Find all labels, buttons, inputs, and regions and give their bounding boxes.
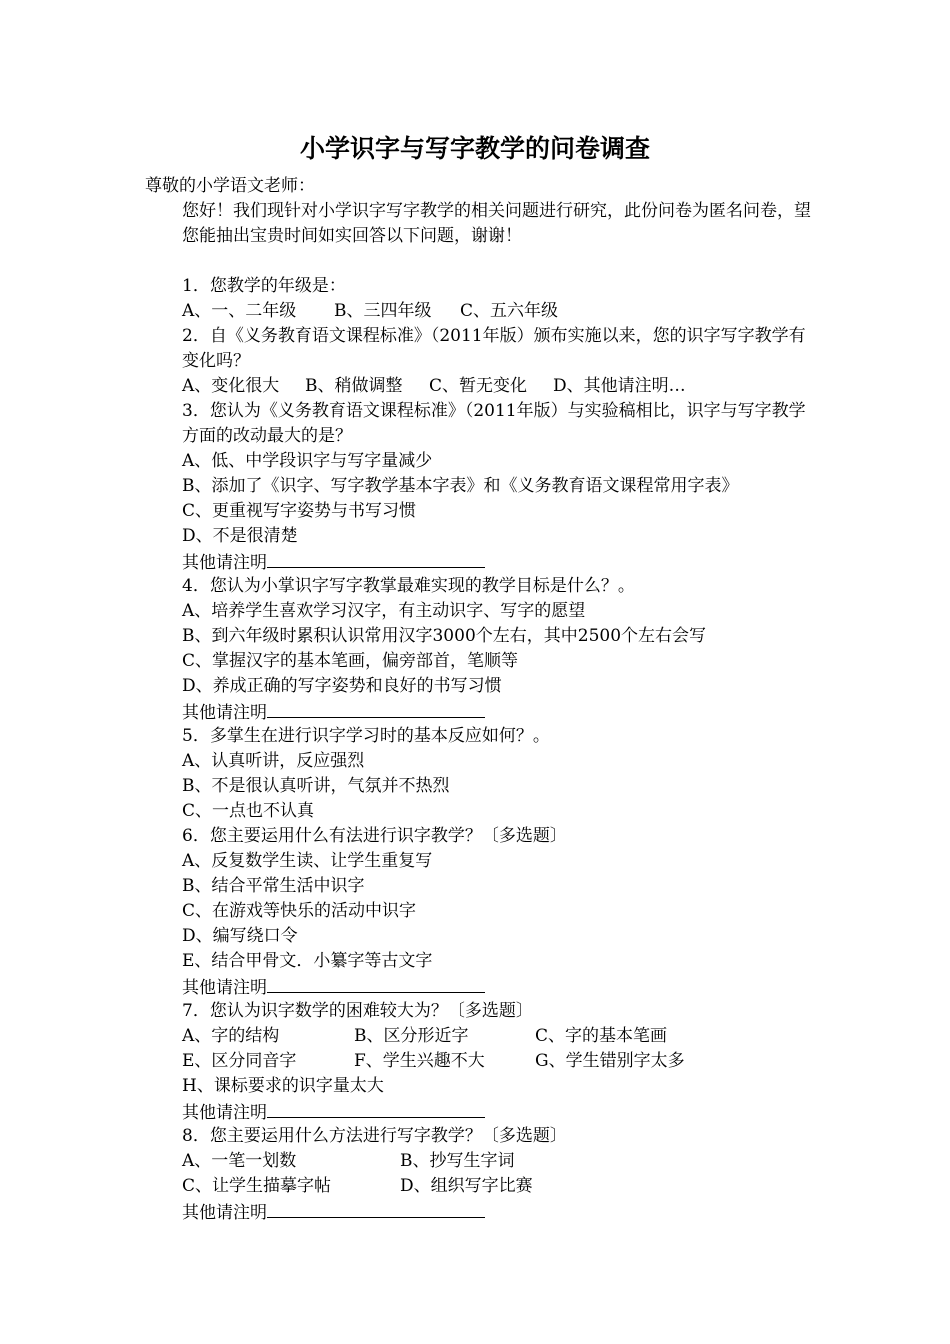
question-1: 1．您教学的年级是： [182, 276, 346, 296]
question-2: 2．自《义务教育语文课程标准》（2011年版）颁布实施以来，您的识字写字教学有变化吗？ [182, 326, 806, 371]
question-5: 5．多掌生在进行识字学习时的基本反应如何？。 [182, 726, 550, 746]
option: B、区分形近字 [354, 1026, 469, 1046]
other-field [145, 974, 815, 999]
option: A、培养学生喜欢学习汉字，有主动识字、写字的愿望 [182, 601, 586, 621]
option: C、五六年级 [460, 301, 559, 321]
other-label: 其他请注明 [182, 553, 267, 573]
option: A、一笔一划数 [182, 1151, 297, 1171]
option: A、低、中学段识字与写字量减少 [182, 451, 433, 471]
question-6: 6．您主要运用什么有法进行识字教学？〔多选题〕 [182, 826, 567, 846]
option: G、学生错别字太多 [535, 1051, 685, 1071]
option: B、添加了《识字、写字教学基本字表》和《义务教育语文课程常用字表》 [182, 476, 739, 496]
option: F、学生兴趣不大 [354, 1051, 485, 1071]
page-title: 小学识字与写字教学的问卷调查 [299, 134, 650, 163]
option: C、让学生描摹字帖 [182, 1176, 332, 1196]
other-field [145, 549, 815, 574]
option: D、不是很清楚 [182, 526, 298, 546]
option: E、区分同音字 [182, 1051, 297, 1071]
option: H、课标要求的识字量太大 [182, 1076, 384, 1096]
option: B、结合平常生活中识字 [182, 876, 365, 896]
option: D、其他请注明… [553, 376, 686, 396]
other-label: 其他请注明 [182, 978, 267, 998]
answer-blank [267, 1099, 485, 1118]
other-field [145, 1099, 815, 1124]
answer-blank [267, 699, 485, 718]
other-field [145, 699, 815, 724]
option: C、更重视写字姿势与书写习惯 [182, 501, 417, 521]
question-8: 8．您主要运用什么方法进行写字教学？〔多选题〕 [182, 1126, 567, 1146]
question-2-options [145, 374, 815, 399]
option: A、变化很大 [182, 376, 280, 396]
option: C、字的基本笔画 [535, 1026, 668, 1046]
option: C、在游戏等快乐的活动中识字 [182, 901, 417, 921]
answer-blank [267, 549, 485, 568]
question-7-options-row-2 [145, 1049, 815, 1074]
option: D、编写绕口令 [182, 926, 298, 946]
question-3: 3．您认为《义务教育语文课程标准》（2011年版）与实验稿相比，识字与写字教学方面的改动最大的是？ [182, 401, 806, 446]
spacer [145, 249, 815, 274]
option: C、掌握汉字的基本笔画，偏旁部首，笔顺等 [182, 651, 519, 671]
option: A、认真听讲，反应强烈 [182, 751, 365, 771]
option: C、一点也不认真 [182, 801, 315, 821]
question-7-options-row-1 [145, 1024, 815, 1049]
option: A、一、二年级 [182, 301, 297, 321]
other-label: 其他请注明 [182, 703, 267, 723]
option: B、三四年级 [334, 301, 432, 321]
option: E、结合甲骨文．小纂字等古文字 [182, 951, 433, 971]
question-1-options [145, 299, 815, 324]
option: B、抄写生字词 [400, 1151, 515, 1171]
other-field [145, 1199, 815, 1224]
other-label: 其他请注明 [182, 1203, 267, 1223]
option: A、反复数学生读、让学生重复写 [182, 851, 433, 871]
answer-blank [267, 974, 485, 993]
answer-blank [267, 1199, 485, 1218]
option: C、暂无变化 [429, 376, 528, 396]
question-4: 4．您认为小掌识字写字教掌最难实现的教学目标是什么？。 [182, 576, 635, 596]
question-8-options-row-2 [145, 1174, 815, 1199]
salutation: 尊敬的小学语文老师： [145, 176, 315, 196]
option: D、养成正确的写字姿势和良好的书写习惯 [182, 676, 502, 696]
intro-paragraph: 您好！我们现针对小学识字写字教学的相关问题进行研究，此份问卷为匿名问卷，望您能抽出宝贵时间如实回答以下问题，谢谢！ [182, 201, 811, 246]
other-label: 其他请注明 [182, 1103, 267, 1123]
option: B、稍做调整 [305, 376, 403, 396]
option: B、不是很认真听讲，气氛并不热烈 [182, 776, 450, 796]
option: A、字的结构 [182, 1026, 280, 1046]
option: D、组织写字比赛 [400, 1176, 533, 1196]
question-7: 7．您认为识字数学的困难较大为？〔多选题〕 [182, 1001, 533, 1021]
question-8-options-row-1 [145, 1149, 815, 1174]
option: B、到六年级时累积认识常用汉字3000个左右，其中2500个左右会写 [182, 626, 707, 646]
questionnaire-body [145, 174, 815, 1224]
